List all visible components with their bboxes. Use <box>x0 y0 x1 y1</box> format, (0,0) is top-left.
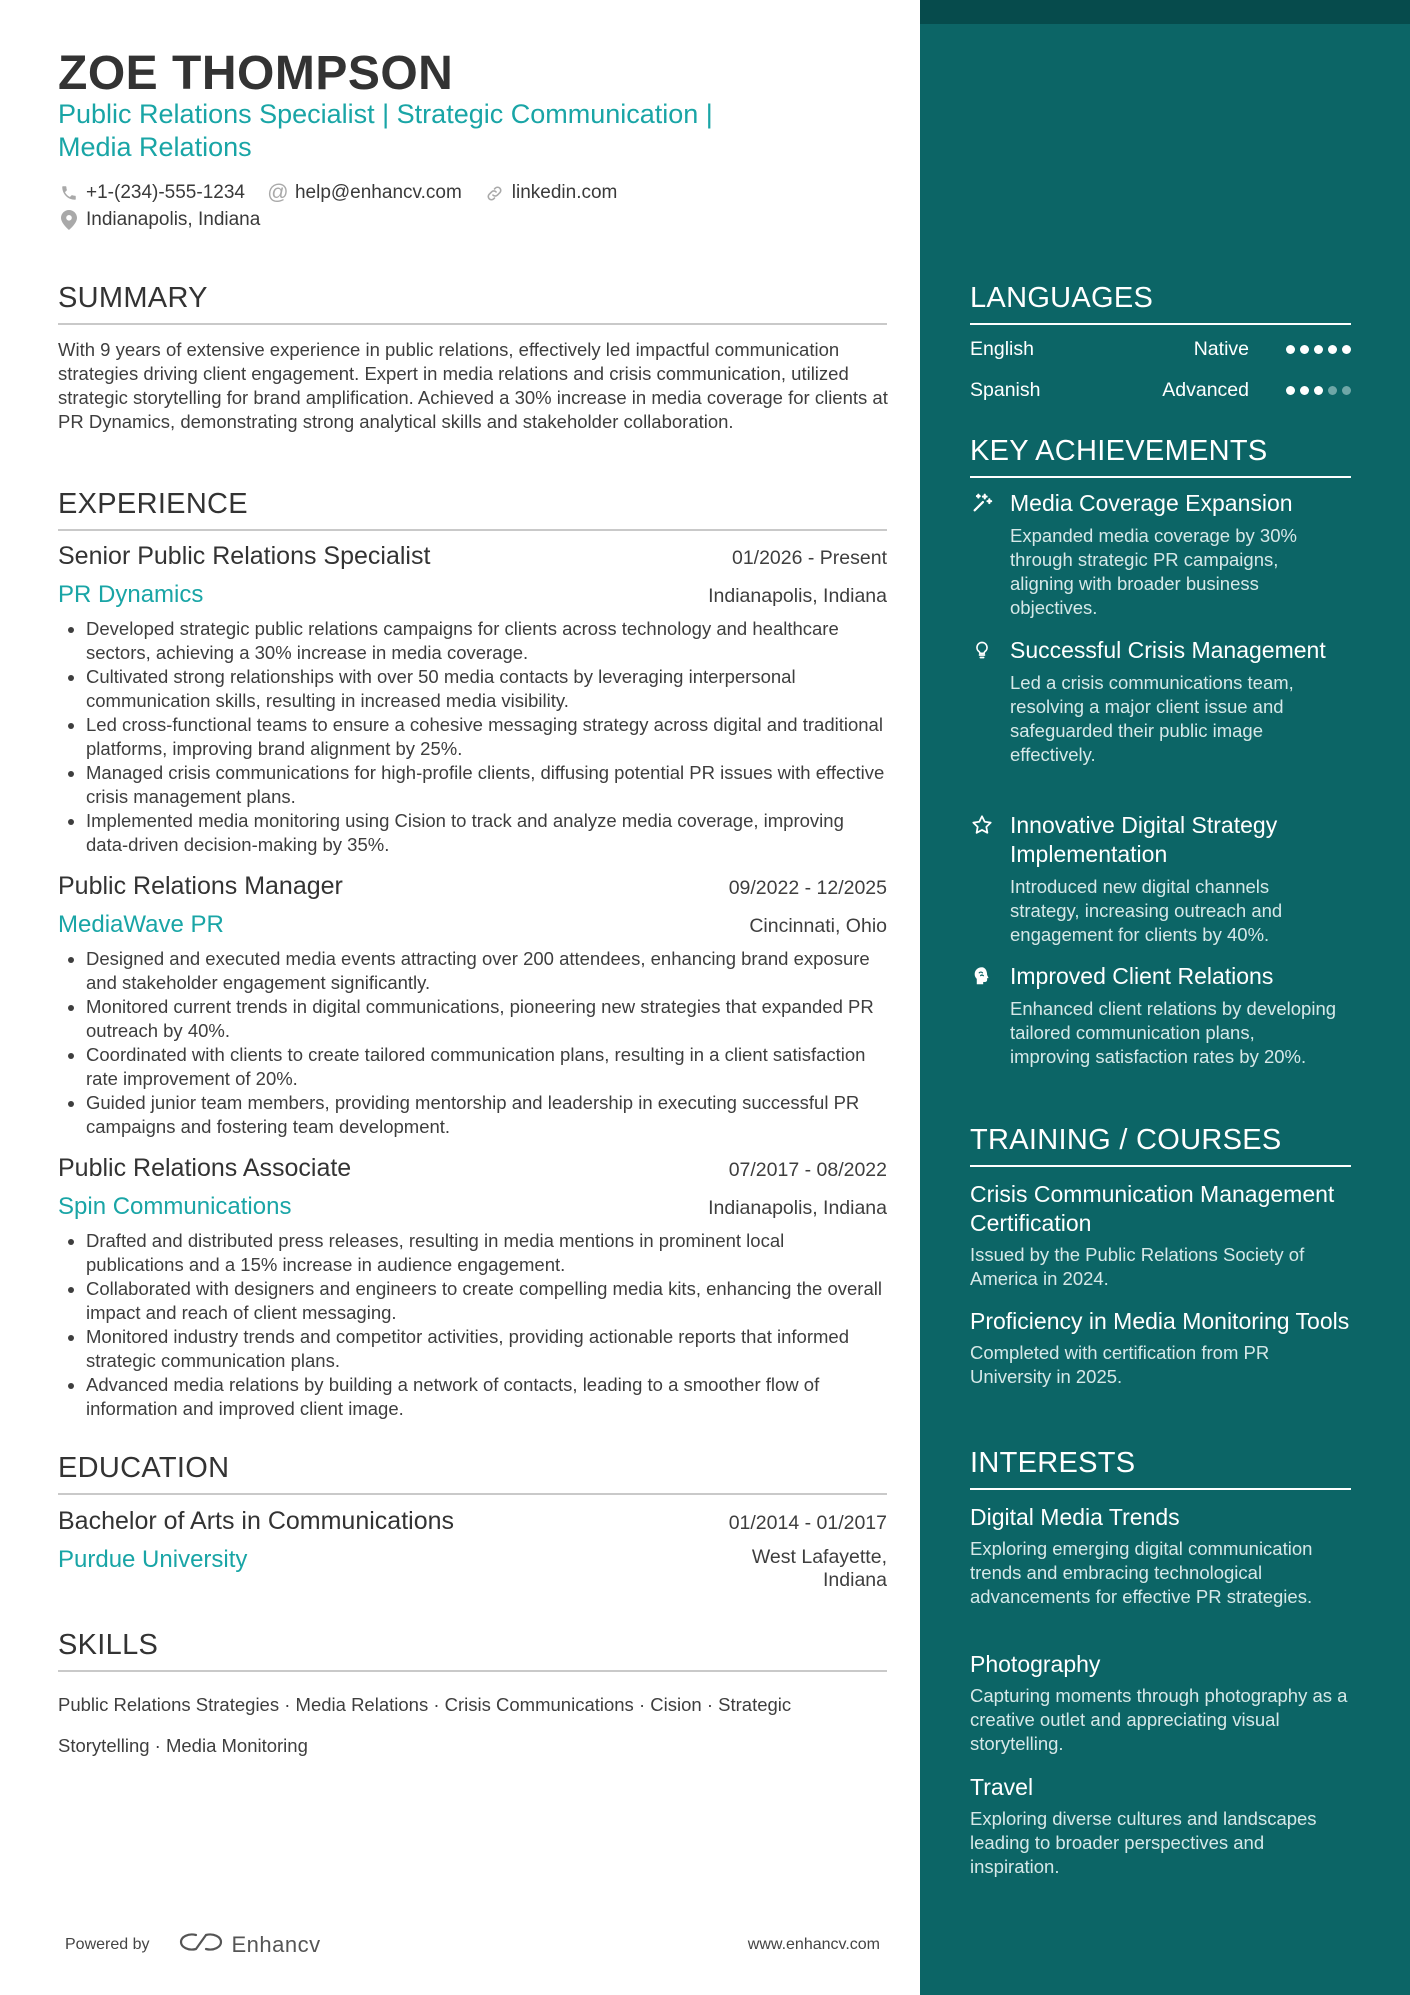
education-location <box>752 1546 887 1592</box>
job-bullets <box>58 947 887 1139</box>
achievement-item <box>970 636 1351 767</box>
interest-item <box>970 1773 1351 1879</box>
job-entry <box>58 542 887 857</box>
achievement-item <box>970 489 1351 620</box>
rating-dot-filled <box>1286 345 1295 354</box>
bullet-item: • Monitored industry trends and competitor activities, providing actionable reports that informed strategic communication plans. <box>86 1325 887 1373</box>
interest-desc: Capturing moments through photography as a creative outlet and appreciating visual storytelling. <box>970 1685 1348 1754</box>
bullet-item: • Implemented media monitoring using Cision to track and analyze media coverage, improving data-driven decision-making by 35%. <box>86 809 887 857</box>
school-name: Purdue University <box>58 1546 248 1573</box>
skills-heading: SKILLS <box>58 1629 887 1672</box>
language-level: Native <box>1193 338 1249 360</box>
skill-item: Media Relations <box>295 1694 429 1715</box>
linkedin-contact[interactable] <box>484 182 618 204</box>
job-title: Public Relations Associate <box>58 1154 352 1182</box>
bullet-item: • Coordinated with clients to create tailored communication plans, resulting in a client satisfaction rate improvement of 20%. <box>86 1043 887 1091</box>
skill-item: Crisis Communications <box>444 1694 634 1715</box>
training-item <box>970 1180 1351 1291</box>
website-link[interactable]: www.enhancv.com <box>747 1935 880 1953</box>
education-entry <box>58 1507 887 1592</box>
achievement-title: Innovative Digital Strategy Implementation <box>1010 812 1278 867</box>
brain-icon <box>970 964 994 988</box>
education-location-line2: Indiana <box>823 1569 887 1591</box>
achievement-desc: Expanded media coverage by 30% through strategic PR campaigns, aligning with broader business objectives. <box>1010 525 1297 618</box>
star-icon <box>970 813 994 837</box>
rating-dot-empty <box>1342 386 1351 395</box>
email-contact[interactable] <box>267 182 462 204</box>
email-text[interactable]: help@enhancv.com <box>294 182 462 203</box>
bullet-item: • Advanced media relations by building a network of contacts, leading to a smoother flow of information and improved client image. <box>86 1373 887 1421</box>
language-rating <box>1281 345 1351 354</box>
phone-icon <box>58 182 80 204</box>
job-bullets <box>58 1229 887 1421</box>
link-icon <box>484 182 506 204</box>
sidebar-top-bar <box>920 0 1410 24</box>
rating-dot-filled <box>1300 345 1309 354</box>
company-name: MediaWave PR <box>58 911 224 938</box>
lightbulb-icon <box>970 638 994 662</box>
rating-dot-filled <box>1314 345 1323 354</box>
interest-item <box>970 1650 1351 1756</box>
job-location: Indianapolis, Indiana <box>708 1197 887 1219</box>
location-text: Indianapolis, Indiana <box>86 209 261 230</box>
skill-item: Strategic Storytelling <box>58 1694 792 1756</box>
rating-dot-filled <box>1286 386 1295 395</box>
job-entry <box>58 1154 887 1421</box>
skills-list: Public Relations Strategies · Media Relations · Crisis Communications · Cision · Strategic Storytelling · Media Monitoring <box>58 1694 792 1756</box>
phone-text: +1-(234)-555-1234 <box>86 182 245 203</box>
job-location: Indianapolis, Indiana <box>708 585 887 607</box>
enhancv-logo-icon <box>178 1930 224 1959</box>
rating-dot-filled <box>1300 386 1309 395</box>
achievement-title: Media Coverage Expansion <box>1010 490 1293 516</box>
bullet-item: • Led cross-functional teams to ensure a cohesive messaging strategy across digital and traditional platforms, improving brand alignment by 25%. <box>86 713 887 761</box>
interests-heading: INTERESTS <box>970 1447 1351 1490</box>
training-desc: Issued by the Public Relations Society of America in 2024. <box>970 1244 1305 1289</box>
education-location-line1: West Lafayette, <box>751 1546 887 1568</box>
rating-dot-filled <box>1314 386 1323 395</box>
bullet-item: • Guided junior team members, providing mentorship and leadership in executing successful PR campaigns and fostering team development. <box>86 1091 887 1139</box>
interest-item <box>970 1503 1351 1609</box>
achievement-title: Improved Client Relations <box>1010 963 1274 989</box>
language-row <box>970 338 1351 361</box>
achievement-desc: Enhanced client relations by developing tailored communication plans, improving satisfaction rates by 20%. <box>1010 998 1337 1067</box>
bullet-item: • Developed strategic public relations campaigns for clients across technology and healthcare sectors, achieving a 30% increase in media coverage. <box>86 617 887 665</box>
bullet-item: • Drafted and distributed press releases, resulting in media mentions in prominent local publications and a 15% increase in audience engagement. <box>86 1229 887 1277</box>
skill-item: Media Monitoring <box>165 1735 308 1756</box>
interest-desc: Exploring emerging digital communication trends and embracing technological advancements for effective PR strategies. <box>970 1538 1313 1607</box>
wand-icon <box>970 491 994 515</box>
bullet-item: • Monitored current trends in digital communications, pioneering new strategies that expanded PR outreach by 40%. <box>86 995 887 1043</box>
job-entry <box>58 872 887 1139</box>
languages-heading: LANGUAGES <box>970 282 1351 325</box>
rating-dot-filled <box>1342 345 1351 354</box>
summary-text: With 9 years of extensive experience in public relations, effectively led impactful communication strategies driving client engagement. Expert in media relations and crisis communication, utilized strategic storytelling for brand amplification. Achieved a 30% increase in media coverage for clients at PR Dynamics, demonstrating strong analytical skills and stakeholder collaboration. <box>58 339 888 432</box>
company-name: Spin Communications <box>58 1193 292 1220</box>
interest-desc: Exploring diverse cultures and landscapes leading to broader perspectives and inspiration. <box>970 1808 1317 1877</box>
achievement-item <box>970 962 1351 1069</box>
summary-heading: SUMMARY <box>58 282 887 325</box>
location-contact <box>58 209 260 231</box>
achievement-desc: Introduced new digital channels strategy, increasing outreach and engagement for clients by 40%. <box>1010 876 1283 945</box>
achievements-heading: KEY ACHIEVEMENTS <box>970 435 1351 478</box>
language-name: English <box>970 338 1034 360</box>
achievement-item <box>970 811 1351 947</box>
brand-name: Enhancv <box>231 1931 321 1957</box>
candidate-name: ZOE THOMPSON <box>58 47 454 100</box>
at-icon: @ <box>267 181 289 204</box>
bullet-item: • Collaborated with designers and engineers to create compelling media kits, enhancing the overall impact and reach of client messaging. <box>86 1277 887 1325</box>
rating-dot-filled <box>1328 345 1337 354</box>
phone-contact <box>58 182 245 204</box>
bullet-item: • Managed crisis communications for high-profile clients, diffusing potential PR issues with effective crisis management plans. <box>86 761 887 809</box>
training-title: Crisis Communication Management Certification <box>970 1181 1335 1236</box>
job-title: Senior Public Relations Specialist <box>58 542 431 570</box>
language-name: Spanish <box>970 379 1041 401</box>
rating-dot-empty <box>1328 386 1337 395</box>
experience-heading: EXPERIENCE <box>58 488 887 531</box>
language-row <box>970 379 1351 402</box>
interest-title: Travel <box>970 1774 1034 1800</box>
job-location: Cincinnati, Ohio <box>749 915 887 937</box>
interest-title: Digital Media Trends <box>970 1504 1180 1530</box>
training-desc: Completed with certification from PR University in 2025. <box>970 1342 1270 1387</box>
education-dates: 01/2014 - 01/2017 <box>728 1512 887 1534</box>
job-bullets <box>58 617 887 857</box>
training-item <box>970 1307 1351 1389</box>
bullet-item: • Cultivated strong relationships with over 50 media contacts by leveraging interpersonal communication skills, resulting in increased media visibility. <box>86 665 887 713</box>
interest-title: Photography <box>970 1651 1101 1677</box>
sidebar <box>920 0 1410 1995</box>
company-name: PR Dynamics <box>58 581 204 608</box>
linkedin-text[interactable]: linkedin.com <box>511 182 618 203</box>
achievement-desc: Led a crisis communications team, resolving a major client issue and safeguarded their public image effectively. <box>1010 672 1294 765</box>
job-dates: 09/2022 - 12/2025 <box>728 877 887 899</box>
training-heading: TRAINING / COURSES <box>970 1124 1351 1167</box>
footer <box>65 1930 880 1959</box>
job-dates: 01/2026 - Present <box>731 547 887 569</box>
training-title: Proficiency in Media Monitoring Tools <box>970 1308 1350 1334</box>
location-pin-icon <box>58 209 80 231</box>
job-dates: 07/2017 - 08/2022 <box>728 1159 887 1181</box>
job-title: Public Relations Manager <box>58 872 343 900</box>
education-heading: EDUCATION <box>58 1452 887 1495</box>
location-row <box>58 209 282 231</box>
degree-title: Bachelor of Arts in Communications <box>58 1507 455 1535</box>
skill-item: Cision <box>650 1694 702 1715</box>
language-level: Advanced <box>1162 379 1249 401</box>
headline: Public Relations Specialist | Strategic Communication | Media Relations <box>58 99 713 162</box>
bullet-item: • Designed and executed media events attracting over 200 attendees, enhancing brand exposure and stakeholder engagement significantly. <box>86 947 887 995</box>
skill-item: Public Relations Strategies <box>58 1694 280 1715</box>
contact-row <box>58 182 639 204</box>
achievement-title: Successful Crisis Management <box>1010 637 1326 663</box>
language-rating <box>1281 386 1351 395</box>
powered-by-text: Powered by <box>65 1935 150 1953</box>
